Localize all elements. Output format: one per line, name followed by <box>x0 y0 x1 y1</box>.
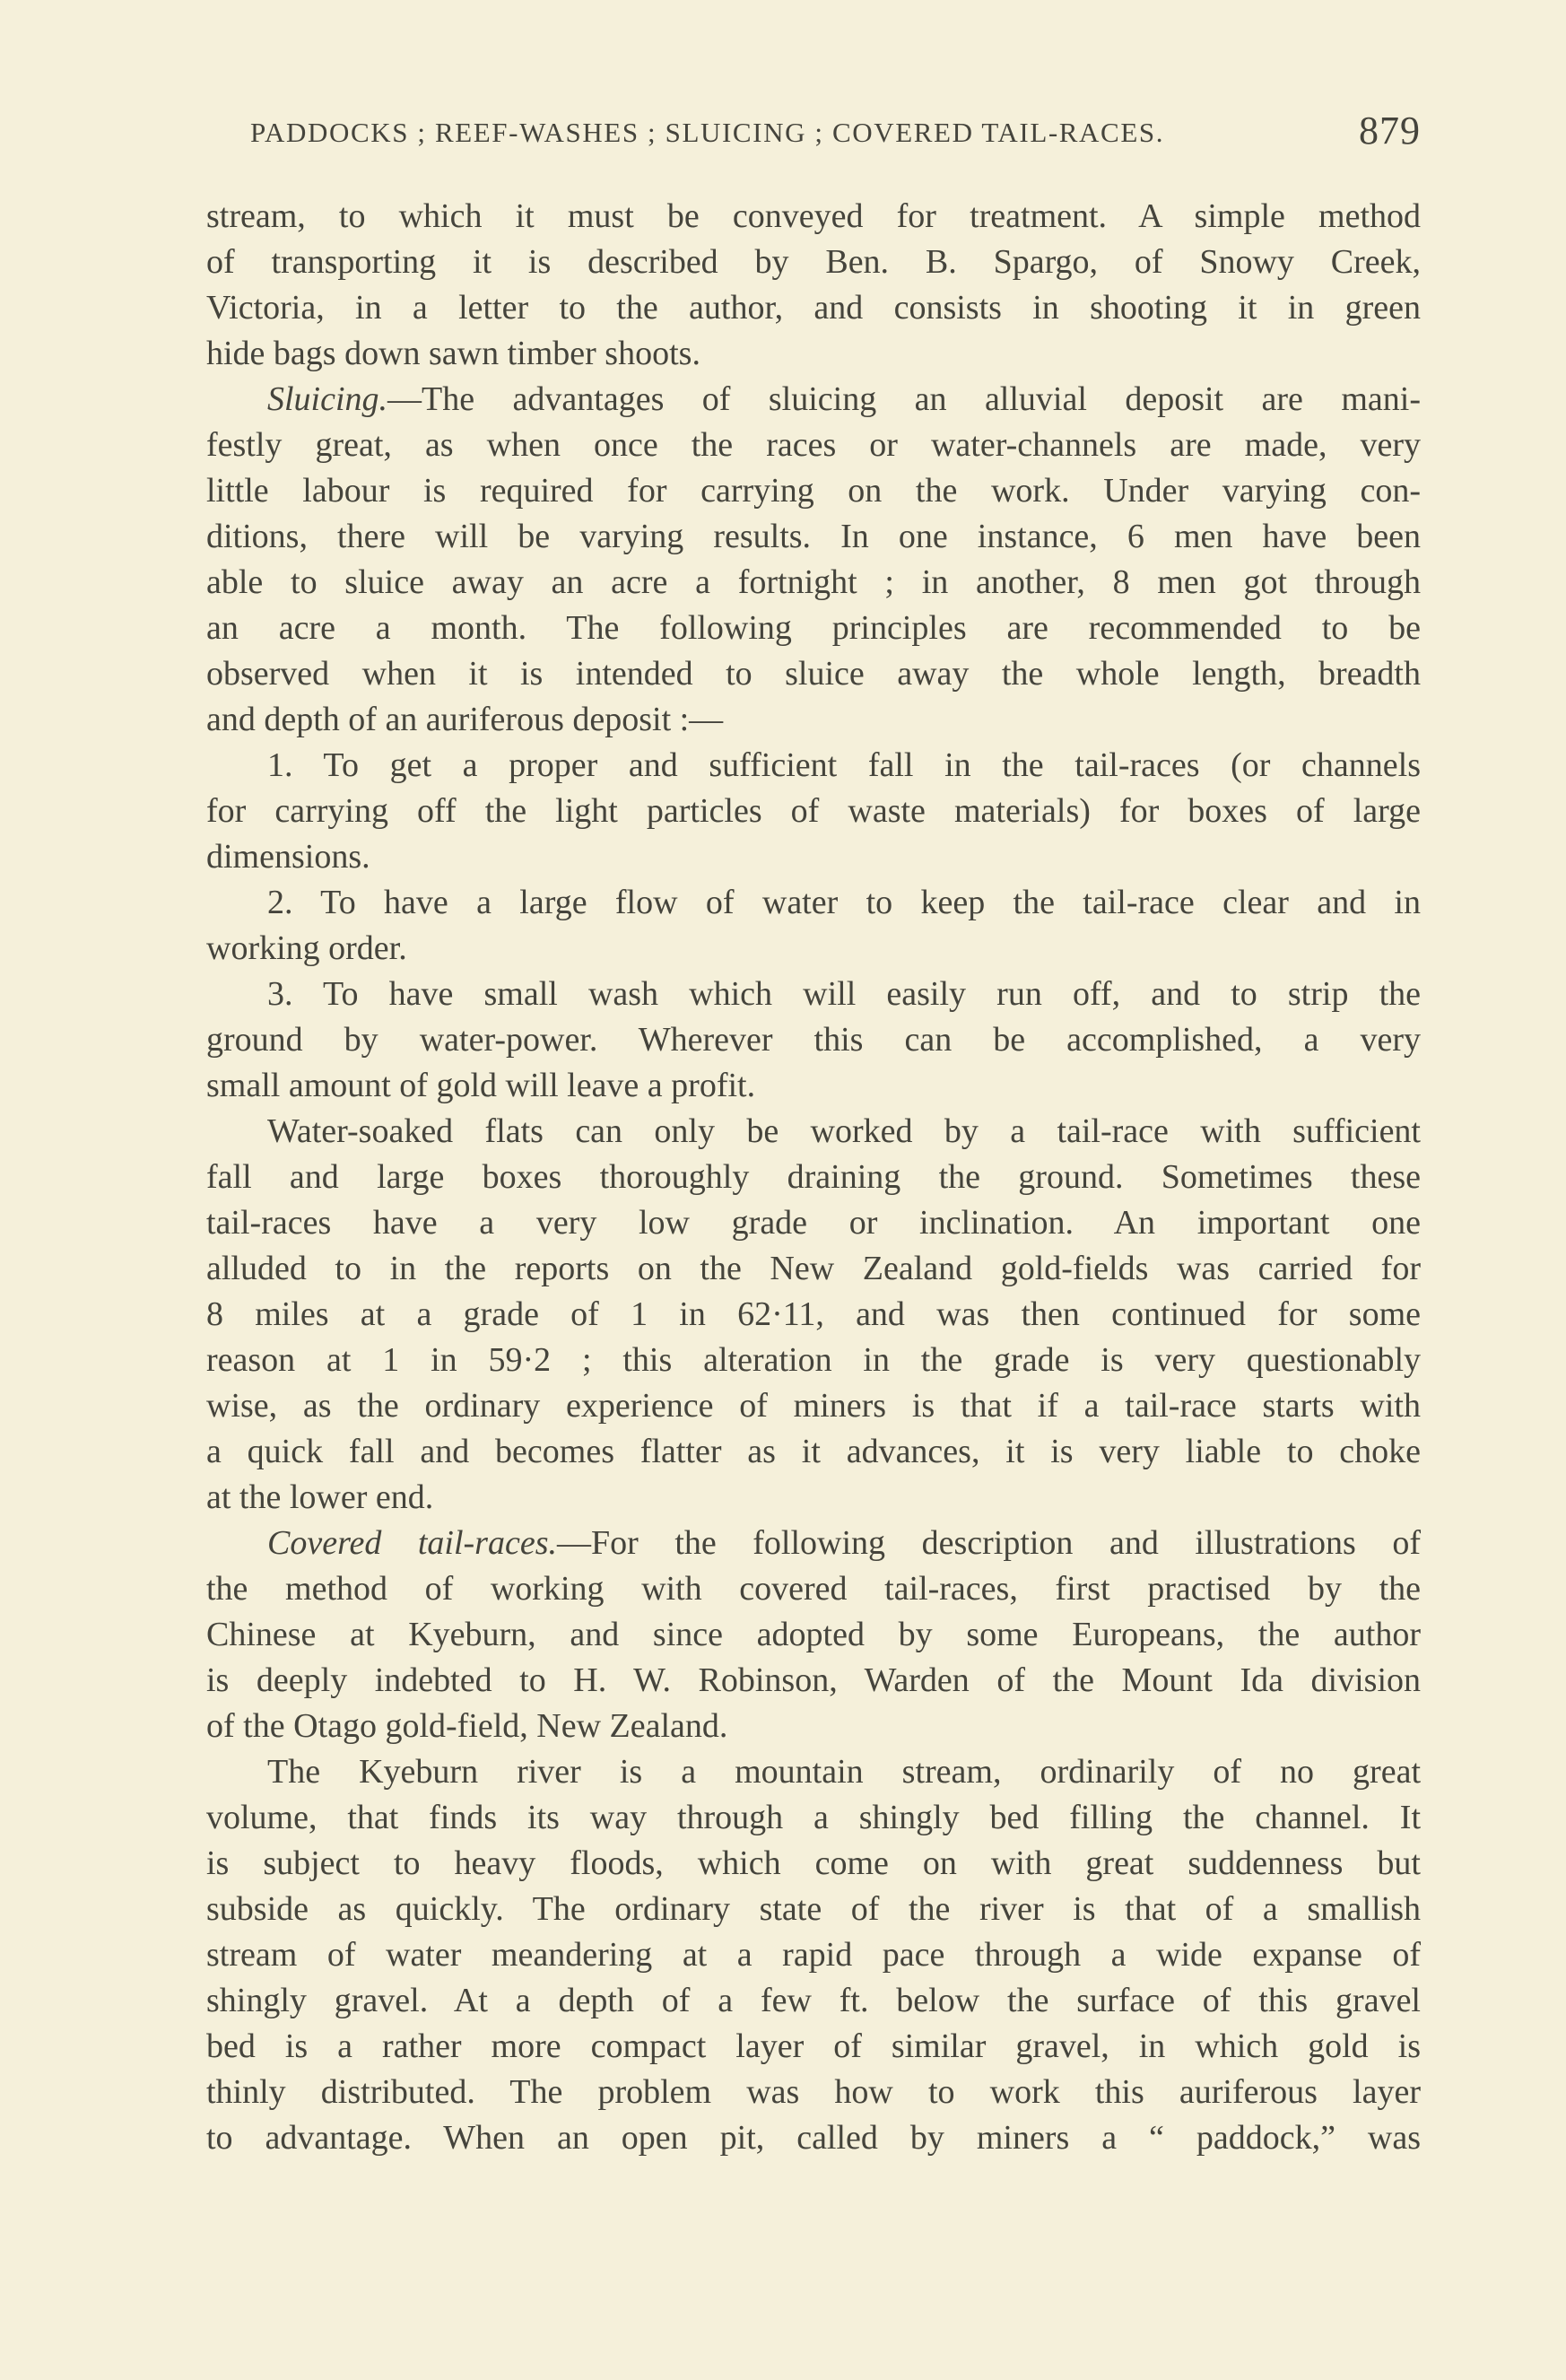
line-text: festly great, as when once the races or water-channels are made, very <box>206 426 1421 464</box>
text-line <box>206 1338 1421 1383</box>
line-text: shingly gravel. At a depth of a few ft. below the surface of this gravel <box>206 1982 1421 2019</box>
line-text: tail-races have a very low grade or inclination. An important one <box>206 1204 1421 1242</box>
text-line <box>206 468 1421 514</box>
text-line <box>206 1383 1421 1429</box>
text-line <box>206 651 1421 697</box>
text-line <box>206 1978 1421 2024</box>
line-text: stream of water meandering at a rapid pace through a wide expanse of <box>206 1936 1421 1974</box>
line-text: reason at 1 in 59·2 ; this alteration in the grade is very questionably <box>206 1341 1421 1379</box>
text-line <box>206 240 1421 285</box>
line-text: at the lower end. <box>206 1478 434 1516</box>
text-line <box>206 1749 1421 1795</box>
text-line <box>206 2115 1421 2161</box>
line-text: an acre a month. The following principles are recommended to be <box>206 609 1421 647</box>
line-text: Victoria, in a letter to the author, and consists in shooting it in green <box>206 289 1421 327</box>
text-line <box>206 1795 1421 1841</box>
text-line <box>206 331 1421 377</box>
line-text: subside as quickly. The ordinary state of the river is that of a smallish <box>206 1890 1421 1928</box>
line-text: ground by water-power. Wherever this can be accomplished, a very <box>206 1021 1421 1059</box>
text-line <box>206 1155 1421 1200</box>
text-line <box>206 1932 1421 1978</box>
text-line <box>206 1292 1421 1338</box>
text-line <box>206 1612 1421 1658</box>
line-text: is subject to heavy floods, which come on with great suddenness but <box>206 1844 1421 1882</box>
body-text <box>206 194 1421 2161</box>
line-text: volume, that finds its way through a shingly bed filling the channel. It <box>206 1799 1421 1836</box>
text-line <box>206 285 1421 331</box>
line-text: of transporting it is described by Ben. B. Spargo, of Snowy Creek, <box>206 243 1421 281</box>
text-line <box>206 423 1421 468</box>
line-text: observed when it is intended to sluice away the whole length, breadth <box>206 655 1421 693</box>
line-text: 1. To get a proper and sufficient fall in the tail-races (or channels <box>267 746 1421 784</box>
text-line <box>206 1658 1421 1704</box>
line-text: ditions, there will be varying results. In one instance, 6 men have been <box>206 518 1421 555</box>
line-text: The Kyeburn river is a mountain stream, ordinarily of no great <box>267 1753 1421 1791</box>
text-line <box>206 789 1421 834</box>
text-line <box>206 606 1421 651</box>
text-line <box>206 834 1421 880</box>
line-text: bed is a rather more compact layer of similar gravel, in which gold is <box>206 2027 1421 2065</box>
line-text: wise, as the ordinary experience of miners is that if a tail-race starts with <box>206 1387 1421 1425</box>
line-text: for carrying off the light particles of waste materials) for boxes of large <box>206 792 1421 830</box>
text-line <box>206 2024 1421 2070</box>
line-text: little labour is required for carrying on the work. Under varying con- <box>206 472 1421 510</box>
text-line <box>206 1841 1421 1887</box>
line-text: Water-soaked flats can only be worked by a tail-race with sufficient <box>267 1112 1421 1150</box>
line-text: 8 miles at a grade of 1 in 62·11, and was then continued for some <box>206 1295 1421 1333</box>
run-in-heading: Sluicing. <box>267 380 388 418</box>
text-line <box>206 880 1421 926</box>
line-text: and depth of an auriferous deposit :— <box>206 701 724 738</box>
text-line <box>206 1887 1421 1932</box>
text-line <box>206 697 1421 743</box>
line-text: —For the following description and illustrations of <box>557 1524 1421 1562</box>
text-line <box>206 1429 1421 1475</box>
line-text: a quick fall and becomes flatter as it advances, it is very liable to choke <box>206 1433 1421 1470</box>
run-in-heading: Covered tail-races. <box>267 1524 557 1562</box>
text-line <box>206 2070 1421 2115</box>
page-header <box>250 109 1421 154</box>
line-text: Chinese at Kyeburn, and since adopted by some Europeans, the author <box>206 1616 1421 1653</box>
line-text: 2. To have a large flow of water to keep the tail-race clear and in <box>267 884 1421 921</box>
line-text: is deeply indebted to H. W. Robinson, Warden of the Mount Ida division <box>206 1661 1421 1699</box>
page-number: 879 <box>1359 109 1421 153</box>
line-text: small amount of gold will leave a profit. <box>206 1067 756 1104</box>
text-line <box>206 514 1421 560</box>
text-line <box>206 194 1421 240</box>
line-text: thinly distributed. The problem was how to work this auriferous layer <box>206 2073 1421 2111</box>
line-text: to advantage. When an open pit, called by miners a “ paddock,” was <box>206 2119 1421 2157</box>
line-text: of the Otago gold-field, New Zealand. <box>206 1707 728 1745</box>
text-line <box>206 926 1421 972</box>
text-line <box>206 560 1421 606</box>
line-text: the method of working with covered tail-races, first practised by the <box>206 1570 1421 1608</box>
running-head: PADDOCKS ; REEF-WASHES ; SLUICING ; COVERED TAIL-RACES. <box>250 117 1165 148</box>
line-text: fall and large boxes thoroughly draining the ground. Sometimes these <box>206 1158 1421 1196</box>
text-line <box>206 1566 1421 1612</box>
text-line <box>206 1017 1421 1063</box>
line-text: —The advantages of sluicing an alluvial deposit are mani- <box>387 380 1421 418</box>
text-line <box>206 1246 1421 1292</box>
line-text: hide bags down sawn timber shoots. <box>206 335 700 372</box>
text-line <box>206 1475 1421 1521</box>
text-line <box>206 1200 1421 1246</box>
text-line <box>206 1521 1421 1566</box>
text-line <box>206 377 1421 423</box>
text-line <box>206 1704 1421 1749</box>
line-text: working order. <box>206 929 407 967</box>
text-line <box>206 1109 1421 1155</box>
line-text: dimensions. <box>206 838 370 876</box>
line-text: 3. To have small wash which will easily run off, and to strip the <box>267 975 1421 1013</box>
text-line <box>206 743 1421 789</box>
text-line <box>206 1063 1421 1109</box>
text-line <box>206 972 1421 1017</box>
line-text: alluded to in the reports on the New Zealand gold-fields was carried for <box>206 1250 1421 1287</box>
line-text: stream, to which it must be conveyed for treatment. A simple method <box>206 197 1421 235</box>
line-text: able to sluice away an acre a fortnight ; in another, 8 men got through <box>206 563 1421 601</box>
